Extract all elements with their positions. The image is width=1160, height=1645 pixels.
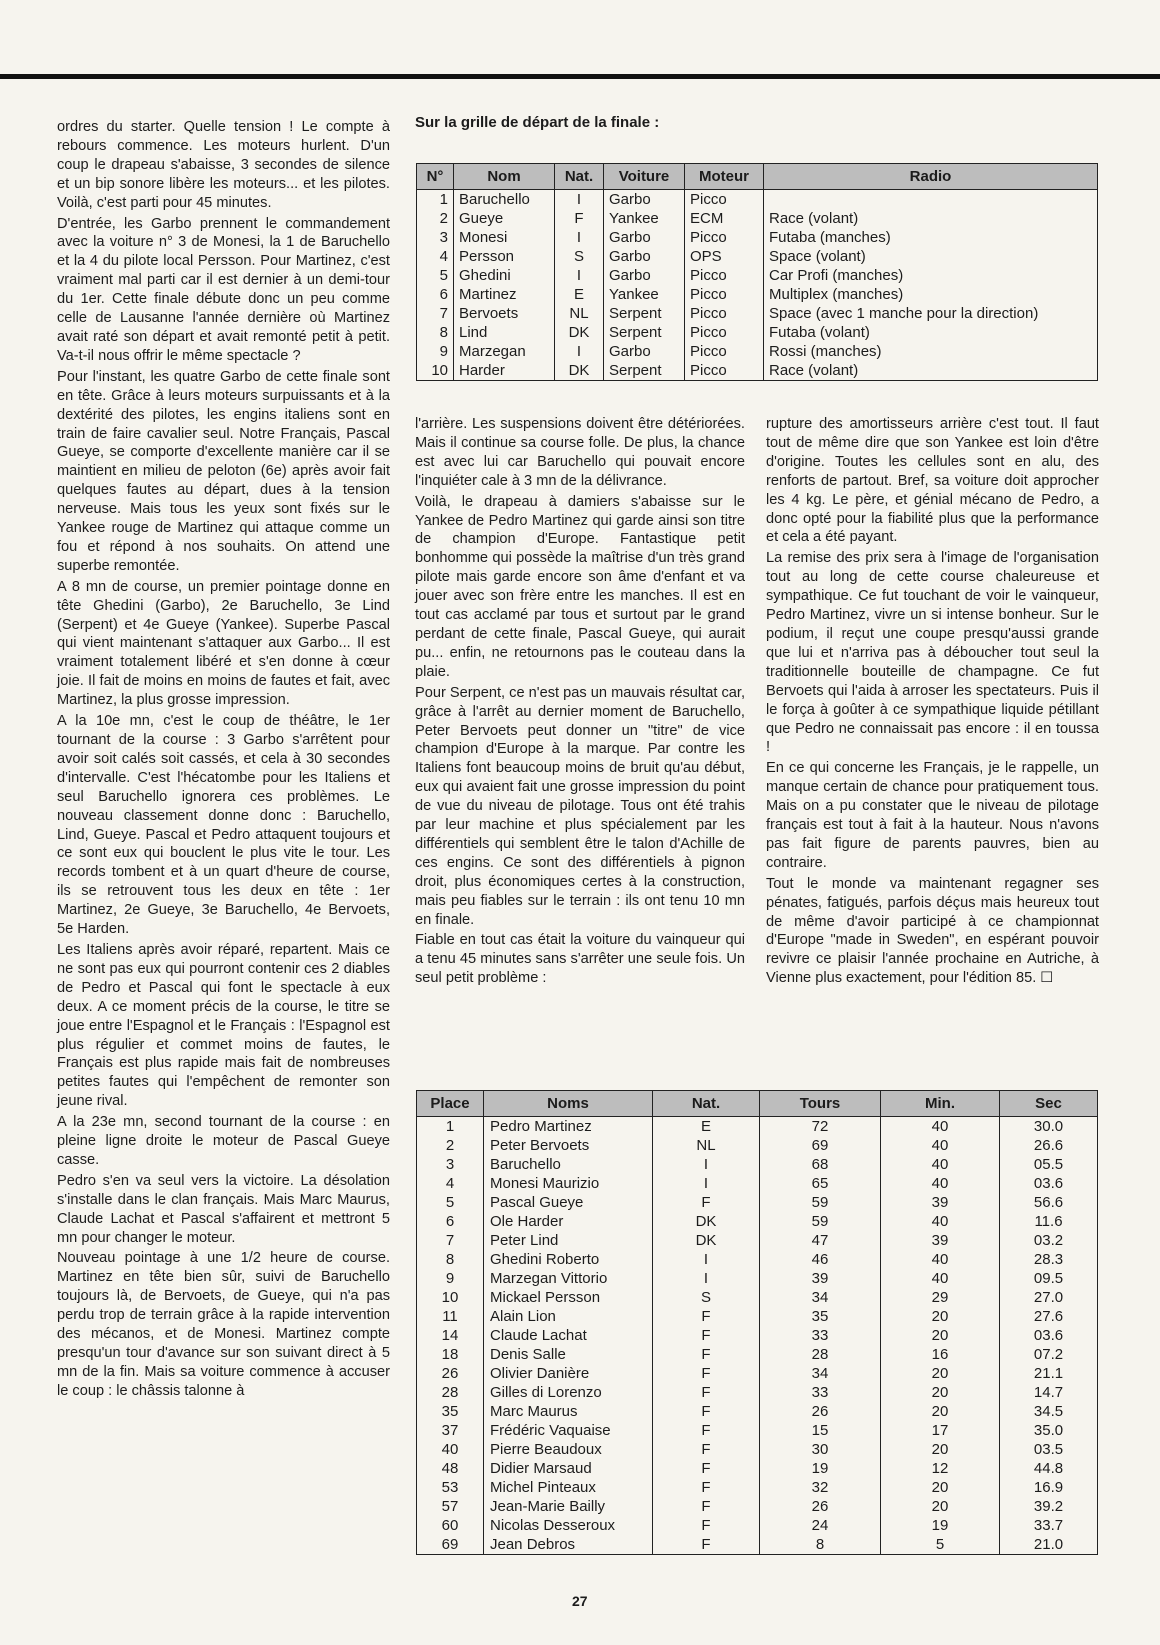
table-row — [417, 361, 1098, 381]
cell-nationality: I — [653, 1155, 760, 1174]
column-header-radio: Radio — [764, 164, 1098, 190]
cell-nationality: F — [653, 1516, 760, 1535]
table-row — [417, 1516, 1098, 1535]
cell-laps: 34 — [760, 1364, 881, 1383]
cell-laps: 19 — [760, 1459, 881, 1478]
cell-engine: Picco — [685, 285, 764, 304]
cell-name: Jean-Marie Bailly — [484, 1497, 653, 1516]
table-row — [417, 1383, 1098, 1402]
table-row — [417, 1117, 1098, 1137]
cell-engine: Picco — [685, 190, 764, 210]
cell-laps: 33 — [760, 1383, 881, 1402]
grid-heading: Sur la grille de départ de la finale : — [415, 114, 660, 131]
paragraph: A la 23e mn, second tournant de la course : en pleine ligne droite le moteur de Pascal Gueye casse. — [57, 1114, 390, 1168]
cell-nationality: I — [555, 266, 604, 285]
cell-name: Pierre Beaudoux — [484, 1440, 653, 1459]
column-header-seconds: Sec — [1000, 1091, 1098, 1117]
cell-nationality: F — [653, 1421, 760, 1440]
cell-number: 8 — [417, 323, 454, 342]
table-row — [417, 1193, 1098, 1212]
column-header-nationality: Nat. — [555, 164, 604, 190]
results-table-body — [417, 1117, 1098, 1555]
cell-laps: 65 — [760, 1174, 881, 1193]
cell-place: 28 — [417, 1383, 484, 1402]
paragraph: Pour Serpent, ce n'est pas un mauvais résultat car, grâce à l'arrêt au dernier moment de Baruchello, Peter Bervoets peut donner un "titre" de vice champion d'Europe à la marque. Par contre les Italiens font beaucoup moins de bruit qu'au début, eux qui avaient fait une grosse impression du point de vue du niveau de pilotage. Tous ont été trahis par leur machine et plus spécialement par les différentiels qui semblent être le talon d'Achille de ces engins. Ce sont des différentiels à pignon droit, plus économiques certes à la construction, mais peu fiables sur le terrain : ils ont tenu 10 mn en finale. — [415, 684, 745, 928]
cell-car: Garbo — [604, 266, 685, 285]
cell-place: 2 — [417, 1136, 484, 1155]
page-number: 27 — [572, 1593, 588, 1609]
cell-radio: Race (volant) — [764, 361, 1098, 381]
cell-laps: 26 — [760, 1402, 881, 1421]
paragraph: Pedro s'en va seul vers la victoire. La désolation s'installe dans le clan français. Mais Marc Maurus, Claude Lachat et Pascal s'affairent et mettront 5 mn pour changer le moteur. — [57, 1172, 390, 1246]
cell-place: 9 — [417, 1269, 484, 1288]
table-row — [417, 1345, 1098, 1364]
cell-name: Marzegan Vittorio — [484, 1269, 653, 1288]
cell-radio: Space (avec 1 manche pour la direction) — [764, 304, 1098, 323]
article-column-3 — [766, 415, 1099, 990]
column-header-number: N° — [417, 164, 454, 190]
cell-minutes: 40 — [881, 1117, 1000, 1137]
cell-minutes: 20 — [881, 1383, 1000, 1402]
column-header-laps: Tours — [760, 1091, 881, 1117]
cell-name: Persson — [454, 247, 555, 266]
cell-minutes: 40 — [881, 1212, 1000, 1231]
paragraph: Tout le monde va maintenant regagner ses pénates, fatigués, parfois déçus mais heureux tout de même d'avoir participé à ce championnat d'Europe "made in Sweden", en espérant pouvoir revivre ce plaisir l'année prochaine en Autriche, à Vienne plus exactement, pour l'édition 85. ☐ — [766, 875, 1099, 987]
cell-seconds: 27.0 — [1000, 1288, 1098, 1307]
table-row — [417, 1212, 1098, 1231]
cell-number: 9 — [417, 342, 454, 361]
cell-seconds: 05.5 — [1000, 1155, 1098, 1174]
cell-engine: Picco — [685, 228, 764, 247]
table-row — [417, 1288, 1098, 1307]
cell-seconds: 27.6 — [1000, 1307, 1098, 1326]
paragraph: En ce qui concerne les Français, je le rappelle, un manque certain de chance pour pratiquement tous. Mais on a pu constater que le niveau de pilotage français est tout à fait à la hauteur. Nous n'avons pas fait figure de parents pauvres, bien au contraire. — [766, 760, 1099, 871]
cell-nationality: F — [653, 1345, 760, 1364]
cell-place: 35 — [417, 1402, 484, 1421]
cell-nationality: DK — [555, 323, 604, 342]
cell-minutes: 40 — [881, 1250, 1000, 1269]
cell-seconds: 21.0 — [1000, 1535, 1098, 1555]
cell-minutes: 20 — [881, 1364, 1000, 1383]
cell-name: Baruchello — [484, 1155, 653, 1174]
paragraph: l'arrière. Les suspensions doivent être détériorées. Mais il continue sa course folle. De plus, la chance est avec lui car Baruchello qui pouvait encore l'inquiéter cale à 3 mn de la délivrance. — [415, 416, 745, 489]
cell-number: 2 — [417, 209, 454, 228]
cell-nationality: NL — [555, 304, 604, 323]
cell-place: 40 — [417, 1440, 484, 1459]
cell-place: 1 — [417, 1117, 484, 1137]
cell-car: Yankee — [604, 209, 685, 228]
cell-nationality: F — [653, 1364, 760, 1383]
cell-name: Peter Lind — [484, 1231, 653, 1250]
table-row — [417, 1478, 1098, 1497]
cell-name: Denis Salle — [484, 1345, 653, 1364]
cell-minutes: 17 — [881, 1421, 1000, 1440]
paragraph: Voilà, le drapeau à damiers s'abaisse sur le Yankee de Pedro Martinez qui garde ainsi son titre de champion d'Europe. Fantastique petit bonhomme qui possède la maîtrise d'un très grand pilote mais garde encore son âme d'enfant et va jouer avec son frère entre les manches. Il est en tout cas acclamé par tous et surtout par le grand perdant de cette finale, Pascal Gueye, qui aurait pu... enfin, ne retournons pas le couteau dans la plaie. — [415, 493, 745, 680]
paragraph: rupture des amortisseurs arrière c'est tout. Il faut tout de même dire que son Yankee est loin d'être d'origine. Toutes les cellules sont en alu, des renforts de partout. Bref, sa voiture doit approcher les 4 kg. Le père, et génial mécano de Pedro, a donc opté pour la fiabilité plus que la performance et cela a été payant. — [766, 416, 1099, 546]
cell-place: 18 — [417, 1345, 484, 1364]
cell-laps: 39 — [760, 1269, 881, 1288]
column-header-car: Voiture — [604, 164, 685, 190]
cell-name: Ole Harder — [484, 1212, 653, 1231]
cell-nationality: S — [555, 247, 604, 266]
paragraph: Pour l'instant, les quatre Garbo de cette finale sont en tête. Grâce à leurs moteurs surpuissants et à la dextérité des pilotes, les engins italiens sont en train de faire cavalier seul. Notre Français, Pascal Gueye, se comporte d'excellente manière car il se maintient en milieu de peloton (6e) après avoir fait quelques fautes au départ, dues à la tension nerveuse. Mais tous les yeux sont fixés sur le Yankee rouge de Martinez qui attaque comme un fou et répond à nos souhaits. On attend une superbe remontée. — [57, 368, 390, 574]
results-table — [416, 1090, 1098, 1555]
cell-nationality: I — [555, 342, 604, 361]
cell-name: Harder — [454, 361, 555, 381]
cell-engine: Picco — [685, 361, 764, 381]
cell-car: Garbo — [604, 247, 685, 266]
table-row — [417, 1497, 1098, 1516]
cell-car: Garbo — [604, 342, 685, 361]
cell-name: Peter Bervoets — [484, 1136, 653, 1155]
cell-laps: 32 — [760, 1478, 881, 1497]
table-row — [417, 1364, 1098, 1383]
table-row — [417, 1250, 1098, 1269]
table-row — [417, 342, 1098, 361]
cell-radio — [764, 190, 1098, 210]
table-row — [417, 1136, 1098, 1155]
cell-radio: Race (volant) — [764, 209, 1098, 228]
cell-nationality: F — [653, 1326, 760, 1345]
cell-car: Serpent — [604, 304, 685, 323]
cell-minutes: 40 — [881, 1174, 1000, 1193]
cell-minutes: 20 — [881, 1402, 1000, 1421]
cell-place: 11 — [417, 1307, 484, 1326]
cell-name: Olivier Danière — [484, 1364, 653, 1383]
paragraph: D'entrée, les Garbo prennent le commandement avec la voiture n° 3 de Monesi, la 1 de Baruchello et la 4 du pilote local Persson. Pour Martinez, c'est vraiment mal parti car il est dernier à un demi-tour du 1er. Cette finale débute donc un peu comme celle de Lausanne l'année dernière où Martinez avait raté son départ et avait remonté petit à petit. Va-t-il nous offrir le même spectacle ? — [57, 215, 390, 364]
table-row — [417, 266, 1098, 285]
paragraph: A la 10e mn, c'est le coup de théâtre, le 1er tournant de la course : 3 Garbo s'arrêtent pour avoir soit calés soit cassés, et cela à 30 secondes d'intervalle. C'est l'hécatombe pour les Italiens et seul Baruchello ignorera ces problèmes. Le nouveau classement donne donc : Baruchello, Lind, Gueye. Pascal et Pedro attaquent toujours et ce sont eux qui bouclent le plus vite le tour. Les records tombent et à un quart d'heure de course, ils se retrouvent tous les deux en tête : 1er Martinez, 2e Gueye, 3e Baruchello, 4e Bervoets, 5e Harden. — [57, 713, 390, 938]
cell-nationality: F — [653, 1307, 760, 1326]
cell-radio: Futaba (volant) — [764, 323, 1098, 342]
cell-name: Bervoets — [454, 304, 555, 323]
cell-place: 8 — [417, 1250, 484, 1269]
column-header-engine: Moteur — [685, 164, 764, 190]
cell-nationality: E — [555, 285, 604, 304]
cell-nationality: S — [653, 1288, 760, 1307]
cell-name: Lind — [454, 323, 555, 342]
cell-place: 10 — [417, 1288, 484, 1307]
cell-place: 4 — [417, 1174, 484, 1193]
cell-name: Mickael Persson — [484, 1288, 653, 1307]
grid-table-body — [417, 190, 1098, 381]
cell-nationality: NL — [653, 1136, 760, 1155]
cell-place: 5 — [417, 1193, 484, 1212]
cell-name: Gilles di Lorenzo — [484, 1383, 653, 1402]
cell-seconds: 21.1 — [1000, 1364, 1098, 1383]
table-row — [417, 1402, 1098, 1421]
cell-name: Nicolas Desseroux — [484, 1516, 653, 1535]
cell-engine: ECM — [685, 209, 764, 228]
cell-number: 3 — [417, 228, 454, 247]
cell-seconds: 56.6 — [1000, 1193, 1098, 1212]
cell-engine: Picco — [685, 266, 764, 285]
table-row — [417, 323, 1098, 342]
table-row — [417, 1535, 1098, 1555]
cell-laps: 59 — [760, 1212, 881, 1231]
cell-minutes: 16 — [881, 1345, 1000, 1364]
cell-seconds: 30.0 — [1000, 1117, 1098, 1137]
top-rule — [0, 74, 1160, 79]
cell-laps: 59 — [760, 1193, 881, 1212]
cell-name: Pedro Martinez — [484, 1117, 653, 1137]
cell-laps: 69 — [760, 1136, 881, 1155]
cell-nationality: F — [653, 1440, 760, 1459]
cell-radio: Futaba (manches) — [764, 228, 1098, 247]
table-row — [417, 1440, 1098, 1459]
cell-radio: Space (volant) — [764, 247, 1098, 266]
cell-radio: Multiplex (manches) — [764, 285, 1098, 304]
cell-name: Didier Marsaud — [484, 1459, 653, 1478]
cell-place: 57 — [417, 1497, 484, 1516]
cell-place: 37 — [417, 1421, 484, 1440]
cell-nationality: DK — [653, 1212, 760, 1231]
cell-place: 48 — [417, 1459, 484, 1478]
cell-laps: 35 — [760, 1307, 881, 1326]
cell-seconds: 39.2 — [1000, 1497, 1098, 1516]
cell-seconds: 09.5 — [1000, 1269, 1098, 1288]
cell-engine: Picco — [685, 323, 764, 342]
column-header-place: Place — [417, 1091, 484, 1117]
cell-laps: 68 — [760, 1155, 881, 1174]
cell-seconds: 35.0 — [1000, 1421, 1098, 1440]
cell-nationality: DK — [555, 361, 604, 381]
cell-minutes: 20 — [881, 1478, 1000, 1497]
cell-nationality: F — [653, 1478, 760, 1497]
cell-nationality: F — [653, 1497, 760, 1516]
cell-place: 53 — [417, 1478, 484, 1497]
cell-minutes: 5 — [881, 1535, 1000, 1555]
paragraph: Fiable en tout cas était la voiture du vainqueur qui a tenu 45 minutes sans s'arrêter une seule fois. Un seul petit problème : — [415, 932, 745, 987]
cell-name: Martinez — [454, 285, 555, 304]
cell-car: Serpent — [604, 361, 685, 381]
cell-name: Monesi Maurizio — [484, 1174, 653, 1193]
cell-seconds: 07.2 — [1000, 1345, 1098, 1364]
article-column-2 — [415, 415, 745, 990]
cell-number: 1 — [417, 190, 454, 210]
cell-nationality: I — [555, 228, 604, 247]
paragraph: A 8 mn de course, un premier pointage donne en tête Ghedini (Garbo), 2e Baruchello, 3e Lind (Serpent) et 4e Gueye (Yankee). Superbe Pascal qui vient maintenant s'attaquer aux Garbo... Il est vraiment totalement libéré et s'en donne à cœur joie. Il fait de moins en moins de fautes et fait, avec Martinez, la plus grosse impression. — [57, 578, 390, 709]
cell-engine: OPS — [685, 247, 764, 266]
cell-nationality: I — [555, 190, 604, 210]
cell-seconds: 16.9 — [1000, 1478, 1098, 1497]
cell-laps: 72 — [760, 1117, 881, 1137]
cell-number: 7 — [417, 304, 454, 323]
cell-minutes: 19 — [881, 1516, 1000, 1535]
cell-seconds: 03.6 — [1000, 1174, 1098, 1193]
cell-minutes: 29 — [881, 1288, 1000, 1307]
cell-place: 3 — [417, 1155, 484, 1174]
table-row — [417, 1459, 1098, 1478]
cell-name: Claude Lachat — [484, 1326, 653, 1345]
cell-place: 60 — [417, 1516, 484, 1535]
cell-car: Garbo — [604, 228, 685, 247]
cell-seconds: 34.5 — [1000, 1402, 1098, 1421]
cell-nationality: F — [653, 1459, 760, 1478]
cell-laps: 30 — [760, 1440, 881, 1459]
paragraph: Les Italiens après avoir réparé, repartent. Mais ce ne sont pas eux qui pourront contenir ces 2 diables de Pedro et Pascal qui font le spectacle à eux deux. A ce moment précis de la course, le titre se joue entre l'Espagnol et le Français : l'Espagnol est plus régulier et commet moins de fautes, le Français est plus rapide mais fait de nombreuses petites fautes qui l'empêchent de remonter son jeune rival. — [57, 941, 390, 1110]
cell-seconds: 26.6 — [1000, 1136, 1098, 1155]
cell-number: 6 — [417, 285, 454, 304]
cell-nationality: F — [653, 1383, 760, 1402]
cell-laps: 26 — [760, 1497, 881, 1516]
cell-nationality: E — [653, 1117, 760, 1137]
cell-nationality: F — [555, 209, 604, 228]
cell-laps: 33 — [760, 1326, 881, 1345]
table-row — [417, 1231, 1098, 1250]
cell-seconds: 33.7 — [1000, 1516, 1098, 1535]
cell-seconds: 11.6 — [1000, 1212, 1098, 1231]
column-header-names: Noms — [484, 1091, 653, 1117]
cell-minutes: 12 — [881, 1459, 1000, 1478]
cell-laps: 28 — [760, 1345, 881, 1364]
cell-seconds: 03.5 — [1000, 1440, 1098, 1459]
cell-seconds: 44.8 — [1000, 1459, 1098, 1478]
cell-place: 69 — [417, 1535, 484, 1555]
cell-minutes: 39 — [881, 1231, 1000, 1250]
paragraph: Nouveau pointage à une 1/2 heure de course. Martinez en tête bien sûr, suivi de Baruchello toujours là, de Bervoets, de Gueye, qui n'a pas perdu trop de terrain grâce à la rapide intervention des mécanos, et de Monesi. Martinez compte presqu'un tour d'avance sur son suivant direct à 5 mn de la fin. Mais sa voiture commence à accuser le coup : le châssis talonne à — [57, 1250, 390, 1399]
table-row — [417, 228, 1098, 247]
cell-name: Ghedini — [454, 266, 555, 285]
cell-place: 6 — [417, 1212, 484, 1231]
cell-place: 7 — [417, 1231, 484, 1250]
cell-minutes: 20 — [881, 1307, 1000, 1326]
cell-name: Frédéric Vaquaise — [484, 1421, 653, 1440]
cell-minutes: 40 — [881, 1136, 1000, 1155]
table-row — [417, 247, 1098, 266]
table-row — [417, 1421, 1098, 1440]
cell-name: Michel Pinteaux — [484, 1478, 653, 1497]
cell-minutes: 40 — [881, 1155, 1000, 1174]
cell-nationality: I — [653, 1174, 760, 1193]
cell-radio: Rossi (manches) — [764, 342, 1098, 361]
column-header-name: Nom — [454, 164, 555, 190]
cell-name: Jean Debros — [484, 1535, 653, 1555]
cell-seconds: 03.2 — [1000, 1231, 1098, 1250]
table-row — [417, 209, 1098, 228]
cell-nationality: DK — [653, 1231, 760, 1250]
cell-laps: 47 — [760, 1231, 881, 1250]
cell-name: Ghedini Roberto — [484, 1250, 653, 1269]
starting-grid-table — [416, 163, 1098, 381]
cell-number: 10 — [417, 361, 454, 381]
cell-name: Monesi — [454, 228, 555, 247]
cell-seconds: 03.6 — [1000, 1326, 1098, 1345]
cell-nationality: F — [653, 1193, 760, 1212]
cell-laps: 8 — [760, 1535, 881, 1555]
article-column-1 — [57, 118, 390, 1403]
cell-minutes: 40 — [881, 1269, 1000, 1288]
cell-nationality: I — [653, 1269, 760, 1288]
cell-minutes: 20 — [881, 1326, 1000, 1345]
cell-laps: 15 — [760, 1421, 881, 1440]
table-row — [417, 285, 1098, 304]
cell-name: Alain Lion — [484, 1307, 653, 1326]
cell-laps: 24 — [760, 1516, 881, 1535]
cell-number: 4 — [417, 247, 454, 266]
cell-nationality: F — [653, 1402, 760, 1421]
table-header-row — [417, 164, 1098, 190]
cell-name: Marc Maurus — [484, 1402, 653, 1421]
cell-laps: 46 — [760, 1250, 881, 1269]
cell-engine: Picco — [685, 304, 764, 323]
cell-engine: Picco — [685, 342, 764, 361]
cell-name: Baruchello — [454, 190, 555, 210]
table-row — [417, 1307, 1098, 1326]
cell-car: Garbo — [604, 190, 685, 210]
cell-car: Serpent — [604, 323, 685, 342]
cell-name: Gueye — [454, 209, 555, 228]
column-header-nationality: Nat. — [653, 1091, 760, 1117]
cell-minutes: 20 — [881, 1440, 1000, 1459]
paragraph: La remise des prix sera à l'image de l'organisation tout au long de cette course chaleureuse et sympathique. Ce fut touchant de voir le vainqueur, Pedro Martinez, vivre un si intense bonheur. Sur le podium, il reçut une coupe presqu'aussi grande que lui et n'arriva pas à déboucher tout seul la traditionnelle bouteille de champagne. Ce fut Bervoets qui l'aida à arroser les spectateurs. Puis il le força à goûter à ce sympathique liquide pétillant que Pedro ne connaissait pas encore : il en toussa ! — [766, 550, 1099, 756]
paragraph: ordres du starter. Quelle tension ! Le compte à rebours commence. Les moteurs hurlent. D'un coup le drapeau s'abaisse, 3 secondes de silence et un bip sonore libère les moteurs... et les pilotes. Voilà, c'est parti pour 45 minutes. — [57, 119, 390, 211]
table-row — [417, 190, 1098, 210]
cell-seconds: 14.7 — [1000, 1383, 1098, 1402]
cell-place: 26 — [417, 1364, 484, 1383]
cell-laps: 34 — [760, 1288, 881, 1307]
table-row — [417, 1155, 1098, 1174]
cell-place: 14 — [417, 1326, 484, 1345]
cell-nationality: I — [653, 1250, 760, 1269]
cell-nationality: F — [653, 1535, 760, 1555]
table-row — [417, 1326, 1098, 1345]
cell-name: Marzegan — [454, 342, 555, 361]
cell-minutes: 20 — [881, 1497, 1000, 1516]
table-row — [417, 1269, 1098, 1288]
cell-number: 5 — [417, 266, 454, 285]
cell-car: Yankee — [604, 285, 685, 304]
cell-name: Pascal Gueye — [484, 1193, 653, 1212]
cell-minutes: 39 — [881, 1193, 1000, 1212]
cell-seconds: 28.3 — [1000, 1250, 1098, 1269]
column-header-minutes: Min. — [881, 1091, 1000, 1117]
table-row — [417, 1174, 1098, 1193]
table-row — [417, 304, 1098, 323]
table-header-row — [417, 1091, 1098, 1117]
cell-radio: Car Profi (manches) — [764, 266, 1098, 285]
